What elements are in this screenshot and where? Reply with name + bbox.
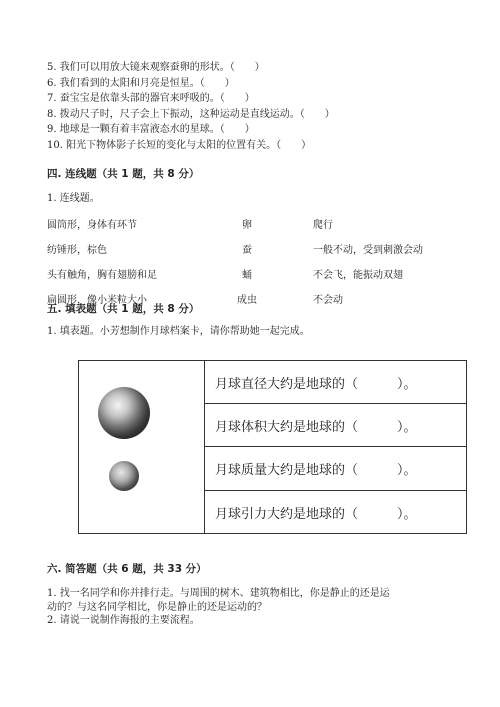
moon-image: [109, 461, 139, 491]
match-right-1: 爬行: [313, 220, 333, 231]
tf-item-5: 5. 我们可以用放大镜来观察蚕卵的形状。（ ）: [47, 62, 265, 73]
planet-image-cell: [79, 361, 205, 534]
tf-item-8: 8. 拨动尺子时，尺子会上下振动，这种运动是直线运动。（ ）: [47, 109, 335, 120]
fill-row-gravity: 月球引力大约是地球的（ ）。: [205, 491, 467, 534]
match-right-2: 一般不动，受到刺激会动: [313, 245, 423, 256]
match-mid-1: 卵: [242, 220, 252, 231]
match-left-3: 头有触角，胸有翅膀和足: [47, 270, 157, 281]
match-left-1: 圆筒形，身体有环节: [47, 220, 137, 231]
tf-item-9: 9. 地球是一颗有着丰富液态水的星球。（ ）: [47, 124, 255, 135]
section4-question: 1. 连线题。: [47, 193, 100, 204]
section4-title: 四. 连线题（共 1 题，共 8 分）: [47, 168, 200, 180]
tf-item-6: 6. 我们看到的太阳和月亮是恒星。（ ）: [47, 78, 235, 89]
match-mid-3: 蛹: [242, 270, 252, 281]
tf-item-7: 7. 蚕宝宝是依靠头部的器官来呼吸的。（ ）: [47, 93, 255, 104]
section6-title: 六. 简答题（共 6 题，共 33 分）: [47, 563, 207, 575]
section6-q1-line1: 1. 找一名同学和你并排行走。与周围的树木、建筑物相比，你是静止的还是运: [47, 588, 390, 599]
match-mid-2: 蚕: [242, 245, 252, 256]
match-right-4: 不会动: [313, 295, 343, 306]
fill-row-mass: 月球质量大约是地球的（ ）。: [205, 447, 467, 491]
fill-row-volume: 月球体积大约是地球的（ ）。: [205, 404, 467, 447]
match-left-4: 扁圆形，像小米粒大小: [47, 295, 147, 306]
section5-title: 五. 填表题（共 1 题，共 8 分）: [47, 303, 200, 315]
match-mid-4: 成虫: [237, 295, 257, 306]
tf-item-10: 10. 阳光下物体影子长短的变化与太阳的位置有关。（ ）: [47, 140, 312, 151]
earth-image: [98, 387, 150, 439]
fill-row-diameter: 月球直径大约是地球的（ ）。: [205, 361, 467, 404]
match-left-2: 纺锤形，棕色: [47, 245, 107, 256]
section5-question: 1. 填表题。小芳想制作月球档案卡，请你帮助她一起完成。: [47, 326, 310, 337]
match-right-3: 不会飞，能振动双翅: [313, 270, 403, 281]
section6-q1-line2: 动的？与这名同学相比，你是静止的还是运动的？: [47, 602, 267, 613]
moon-fact-table: [78, 360, 467, 534]
section6-q2: 2. 请说一说制作海报的主要流程。: [47, 615, 200, 626]
